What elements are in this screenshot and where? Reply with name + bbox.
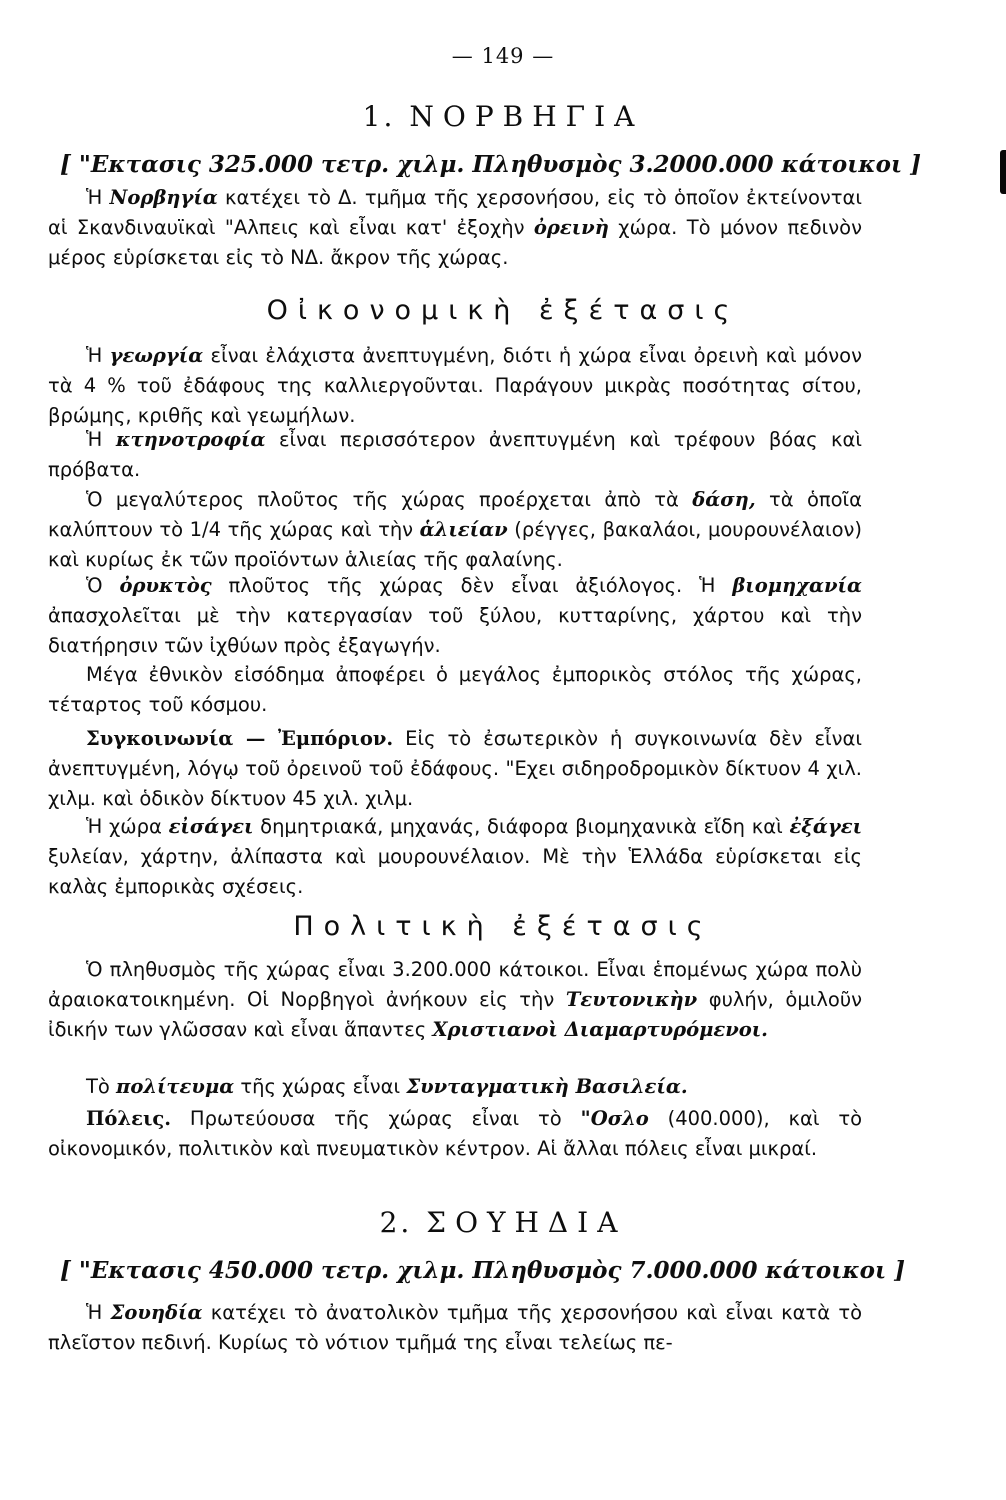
- polity-paragraph: Τὸ πολίτευμα τῆς χώρας εἶναι Συνταγματικὴ Βασιλεία.: [86, 1075, 688, 1098]
- keyword: ὀρυκτὸς: [119, 574, 212, 597]
- keyword: Νορβηγία: [109, 186, 218, 209]
- norway-stats: [ "Εκτασις 325.000 τετρ. χιλμ. Πληθυσμὸς 3.2000.000 κάτοικοι ]: [60, 151, 921, 178]
- keyword: ἐξάγει: [789, 815, 863, 838]
- keyword: Χριστιανοὶ Διαμαρτυρόμενοι.: [432, 1018, 768, 1041]
- page-edge-mark: [1000, 150, 1006, 194]
- chapter-number: 2.: [379, 1206, 413, 1239]
- keyword: ἁλιείαν: [419, 518, 508, 541]
- keyword: πολίτευμα: [116, 1075, 235, 1098]
- chapter-name: ΣΟΥΗΔΙΑ: [426, 1206, 627, 1239]
- keyword: Πόλεις.: [86, 1107, 172, 1130]
- keyword: εἰσάγει: [168, 815, 254, 838]
- chapter-title-norway: [0, 100, 1006, 133]
- chapter-name: ΝΟΡΒΗΓΙΑ: [409, 100, 644, 133]
- page-number: — 149 —: [451, 44, 555, 68]
- livestock-paragraph: Ἡ κτηνοτροφία εἶναι περισσότερον ἀνεπτυγμένη καὶ τρέφουν βόας καὶ πρόβατα.: [48, 428, 862, 481]
- trade-paragraph: Ἡ χώρα εἰσάγει δημητριακά, μηχανάς, διάφορα βιομηχανικὰ εἴδη καὶ ἐξάγει ξυλείαν, χάρτην, ἀλίπαστα καὶ μουρουνέλαιον. Μὲ τὴν Ἑλλάδα εὑρίσκεται εἰς καλὰς ἐμπορικὰς σχέσεις.: [48, 815, 863, 898]
- keyword: Τευτονικὴν: [565, 988, 698, 1011]
- sweden-intro-paragraph: Ἡ Σουηδία κατέχει τὸ ἀνατολικὸν τμῆμα τῆς χερσονήσου καὶ εἶναι κατὰ τὸ πλεῖστον πεδινή. Κυρίως τὸ νότιον τμῆμά της εἶναι τελείως πε-: [48, 1301, 862, 1354]
- agriculture-paragraph: Ἡ γεωργία εἶναι ἐλάχιστα ἀνεπτυγμένη, διότι ἡ χώρα εἶναι ὀρεινὴ καὶ μόνον τὰ 4 % τοῦ ἐδάφους της καλλιεργοῦνται. Παράγουν μικρὰς ποσότητας σίτου, βρώμης, κριθῆς καὶ γεωμήλων.: [48, 344, 862, 427]
- wealth-paragraph: Ὁ μεγαλύτερος πλοῦτος τῆς χώρας προέρχεται ἀπὸ τὰ δάση, τὰ ὁποῖα καλύπτουν τὸ 1/4 τῆς χώρας καὶ τὴν ἁλιείαν (ρέγγες, βακαλάοι, μουρουνέλαιον) καὶ κυρίως ἐκ τῶν προϊόντων ἁλιείας τῆς φαλαίνης.: [48, 488, 863, 571]
- chapter-title-sweden: [0, 1206, 1006, 1239]
- mineral-paragraph: Ὁ ὀρυκτὸς πλοῦτος τῆς χώρας δὲν εἶναι ἀξιόλογος. Ἡ βιομηχανία ἀπασχολεῖται μὲ τὴν κατεργασίαν τοῦ ξύλου, κυτταρίνης, χάρτου καὶ τὴν διατήρησιν τῶν ἰχθύων πρὸς ἐξαγωγήν.: [48, 574, 862, 657]
- keyword: Συγκοινωνία — Ἐμπόριον.: [86, 727, 394, 750]
- income-paragraph: Μέγα ἐθνικὸν εἰσόδημα ἀποφέρει ὁ μεγάλος ἐμπορικὸς στόλος τῆς χώρας, τέταρτος τοῦ κόσμου.: [48, 663, 862, 716]
- keyword: ὀρεινὴ: [533, 216, 609, 239]
- keyword: κτηνοτροφία: [115, 428, 266, 451]
- norway-intro-paragraph: Ἡ Νορβηγία κατέχει τὸ Δ. τμῆμα τῆς χερσονήσου, εἰς τὸ ὁποῖον ἐκτείνονται αἱ Σκανδιναυϊκαὶ "Αλπεις καὶ εἶναι κατ' ἐξοχὴν ὀρεινὴ χώρα. Τὸ μόνον πεδινὸν μέρος εὑρίσκεται εἰς τὸ ΝΔ. ἄκρον τῆς χώρας.: [48, 186, 863, 269]
- population-paragraph: Ὁ πληθυσμὸς τῆς χώρας εἶναι 3.200.000 κάτοικοι. Εἶναι ἑπομένως χώρα πολὺ ἀραιοκατοικημένη. Οἱ Νορβηγοὶ ἀνήκουν εἰς τὴν Τευτονικὴν φυλήν, ὁμιλοῦν ἰδικήν των γλῶσσαν καὶ εἶναι ἅπαντες Χριστιανοὶ Διαμαρτυρόμενοι.: [48, 958, 862, 1041]
- section-title-political: Πολιτικὴ ἐξέτασις: [293, 911, 713, 942]
- cities-paragraph: Πόλεις. Πρωτεύουσα τῆς χώρας εἶναι τὸ "Οσλο (400.000), καὶ τὸ οἰκονομικόν, πολιτικὸν καὶ πνευματικὸν κέντρον. Αἱ ἄλλαι πόλεις εἶναι μικραί.: [48, 1107, 862, 1160]
- keyword: βιομηχανία: [732, 574, 862, 597]
- keyword: γεωργία: [109, 344, 204, 367]
- sweden-stats: [ "Εκτασις 450.000 τετρ. χιλμ. Πληθυσμὸς 7.000.000 κάτοικοι ]: [60, 1257, 905, 1284]
- section-title-economic: Οἰκονομικὴ ἐξέτασις: [266, 295, 740, 326]
- keyword: "Οσλο: [580, 1107, 649, 1130]
- keyword: δάση,: [692, 488, 756, 511]
- keyword: Συνταγματικὴ Βασιλεία.: [406, 1075, 688, 1098]
- keyword: Σουηδία: [110, 1301, 203, 1324]
- transport-paragraph: Συγκοινωνία — Ἐμπόριον. Εἰς τὸ ἐσωτερικὸν ἡ συγκοινωνία δὲν εἶναι ἀνεπτυγμένη, λόγῳ τοῦ ὀρεινοῦ τοῦ ἐδάφους. "Εχει σιδηροδρομικὸν δίκτυον 4 χιλ. χιλμ. καὶ ὁδικὸν δίκτυον 45 χιλ. χιλμ.: [48, 727, 862, 810]
- chapter-number: 1.: [362, 100, 396, 133]
